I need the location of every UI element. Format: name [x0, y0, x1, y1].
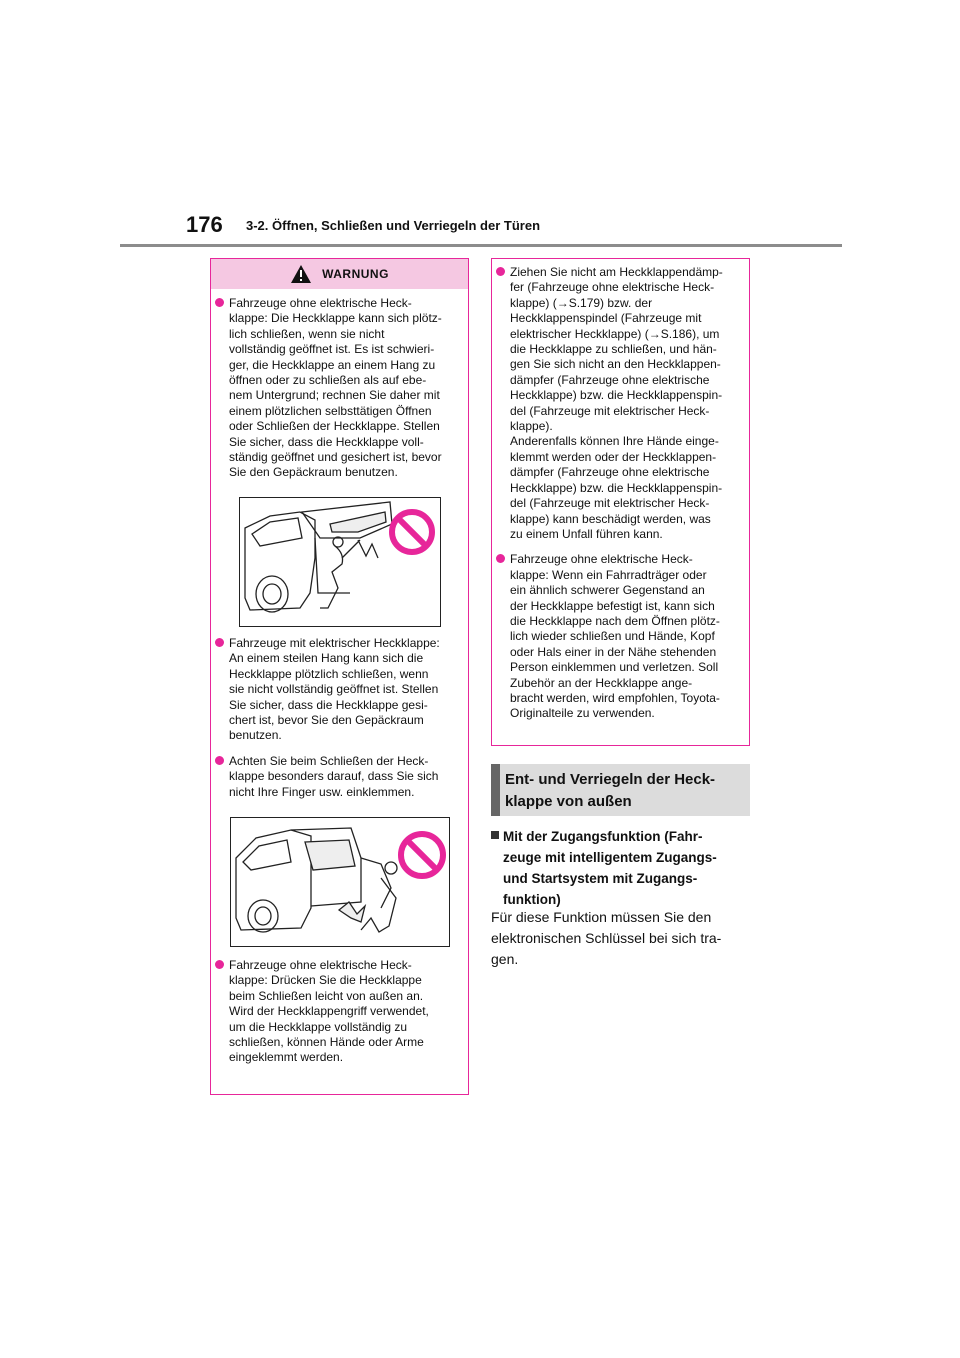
text-line: del (Fahrzeuge mit elektrischer Heck- — [510, 403, 710, 418]
square-bullet-icon — [491, 831, 499, 839]
text-line: nem Untergrund; rechnen Sie daher mit — [229, 388, 440, 403]
text-line: chert ist, bevor Sie den Gepäckraum — [229, 712, 424, 727]
illustration-tailgate-slope — [239, 497, 441, 627]
text-line: öffnen oder zu schließen als auf ebe- — [229, 373, 427, 388]
warning-item — [211, 754, 468, 800]
illustration-finger-pinch — [230, 817, 450, 947]
text-line: Sie sicher, dass die Heckklappe voll- — [229, 434, 424, 449]
bullet-dot — [215, 298, 224, 307]
header-rule — [120, 244, 842, 247]
text-line: fer (Fahrzeuge ohne elektrische Heck- — [510, 280, 715, 295]
text-line: Heckklappe) bzw. die Heckklappenspin- — [510, 480, 723, 495]
text-line: Achten Sie beim Schließen der Heck- — [229, 753, 429, 768]
text-line: zu einem Unfall führen kann. — [510, 526, 663, 541]
text-line: Anderenfalls können Ihre Hände einge- — [510, 434, 719, 449]
warning-item — [211, 636, 468, 744]
text-line: klappe). — [510, 419, 553, 434]
text-line: schließen, können Hände oder Arme — [229, 1034, 424, 1049]
text-line: beim Schließen leicht von außen an. — [229, 988, 424, 1003]
text-line: der Heckklappe befestigt ist, kann sich — [510, 598, 715, 613]
warning-box-right — [491, 258, 750, 746]
text-line: klemmt werden oder der Heckklappen- — [510, 449, 717, 464]
heading-line: Ent- und Verriegeln der Heck- — [505, 771, 716, 788]
prohibited-sign-icon — [388, 508, 436, 556]
text-line: klappe) kann beschädigt werden, was — [510, 511, 711, 526]
text-line: oder Schließen der Heckklappe. Stellen — [229, 419, 440, 434]
text-line: Fahrzeuge ohne elektrische Heck- — [510, 552, 693, 567]
warning-header — [211, 259, 468, 289]
body-line: Für diese Funktion müssen Sie den — [491, 909, 712, 925]
warning-item — [211, 296, 468, 481]
text-line: um die Heckklappe vollständig zu — [229, 1019, 408, 1034]
text-line: Heckklappe) bzw. die Heckklappenspin- — [510, 388, 723, 403]
text-line: Heckklappenspindel (Fahrzeuge mit — [510, 311, 702, 326]
text-line: Sie sicher, dass die Heckklappe gesi- — [229, 697, 428, 712]
text-line: Fahrzeuge mit elektrischer Heckklappe: — [229, 635, 440, 650]
text-line: Zubehör an der Heckklappe ange- — [510, 675, 693, 690]
sub-heading-line: funktion) — [503, 892, 561, 907]
bullet-dot — [215, 638, 224, 647]
warning-box-left — [210, 258, 469, 1095]
text-line: ständig geöffnet und gesichert ist, bevor — [229, 450, 442, 465]
warning-item — [492, 265, 749, 542]
section-heading-text — [505, 769, 715, 813]
text-line: Fahrzeuge ohne elektrische Heck- — [229, 296, 412, 310]
sub-heading-line: und Startsystem mit Zugangs- — [503, 871, 698, 886]
text-line: klappe) (→S.179) bzw. der — [510, 295, 653, 310]
text-line: eingeklemmt werden. — [229, 1050, 344, 1065]
sub-heading-line: Mit der Zugangsfunktion (Fahr- — [503, 829, 703, 844]
text-line: bracht werden, wird empfohlen, Toyota- — [510, 690, 720, 705]
text-line: gen Sie sich nicht an den Heckklappen- — [510, 357, 721, 372]
bullet-dot — [496, 554, 505, 563]
body-line: gen. — [491, 951, 519, 967]
text-line: benutzen. — [229, 728, 282, 743]
body-paragraph — [491, 907, 721, 970]
text-line: nicht Ihre Finger usw. einklemmen. — [229, 784, 415, 799]
bullet-dot — [496, 267, 505, 276]
sub-heading-line: zeuge mit intelligentem Zugangs- — [503, 850, 717, 865]
bullet-dot — [215, 756, 224, 765]
text-line: An einem steilen Hang kann sich die — [229, 651, 424, 666]
warning-item — [211, 958, 468, 1066]
text-line: Person einklemmen und verletzen. Soll — [510, 660, 719, 675]
text-line: Originalteile zu verwenden. — [510, 706, 655, 721]
prohibited-sign-icon — [397, 830, 447, 880]
text-line: Heckklappe plötzlich schließen, wenn — [229, 666, 429, 681]
text-line: klappe: Die Heckklappe kann sich plötz- — [229, 311, 442, 326]
sub-heading — [491, 826, 717, 910]
text-line: klappe besonders darauf, dass Sie sich — [229, 769, 439, 784]
heading-line: klappe von außen — [505, 793, 632, 810]
heading-bar — [491, 764, 500, 816]
text-line: Sie den Gepäckraum benutzen. — [229, 465, 398, 480]
text-line: del (Fahrzeuge mit elektrischer Heck- — [510, 496, 710, 511]
text-line: ger, die Heckklappe an einem Hang zu — [229, 357, 436, 372]
body-line: elektronischen Schlüssel bei sich tra- — [491, 930, 722, 946]
text-line: oder Hals einer in der Nähe stehenden — [510, 644, 717, 659]
text-line: Wird der Heckklappengriff verwendet, — [229, 1004, 429, 1019]
text-line: Fahrzeuge ohne elektrische Heck- — [229, 957, 412, 972]
text-line: die Heckklappe zu schließen, und hän- — [510, 342, 717, 357]
text-line: sie nicht vollständig geöffnet ist. Stellen — [229, 682, 439, 697]
section-heading — [491, 764, 750, 816]
page-number: 176 — [186, 212, 223, 237]
text-line: klappe: Drücken Sie die Heckklappe — [229, 973, 422, 988]
warning-label: WARNUNG — [322, 267, 389, 281]
text-line: lich schließen, wenn sie nicht — [229, 326, 385, 341]
text-line: Ziehen Sie nicht am Heckklappendämp- — [510, 265, 723, 279]
text-line: klappe: Wenn ein Fahrradträger oder — [510, 567, 707, 582]
bullet-dot — [215, 960, 224, 969]
text-line: elektrischer Heckklappe) (→S.186), um — [510, 326, 720, 341]
section-title: 3-2. Öffnen, Schließen und Verriegeln der Türen — [246, 218, 541, 233]
text-line: lich wieder schließen und Hände, Kopf — [510, 629, 715, 644]
text-line: die Heckklappe nach dem Öffnen plötz- — [510, 613, 720, 628]
text-line: vollständig geöffnet ist. Es ist schwieri- — [229, 342, 435, 357]
text-line: einem plötzlichen selbsttätigen Öffnen — [229, 403, 432, 418]
warning-triangle-icon — [290, 264, 312, 284]
text-line: dämpfer (Fahrzeuge ohne elektrische — [510, 465, 710, 480]
text-line: ein ähnlich schwerer Gegenstand an — [510, 583, 705, 598]
warning-item — [492, 552, 749, 721]
text-line: dämpfer (Fahrzeuge ohne elektrische — [510, 372, 710, 387]
